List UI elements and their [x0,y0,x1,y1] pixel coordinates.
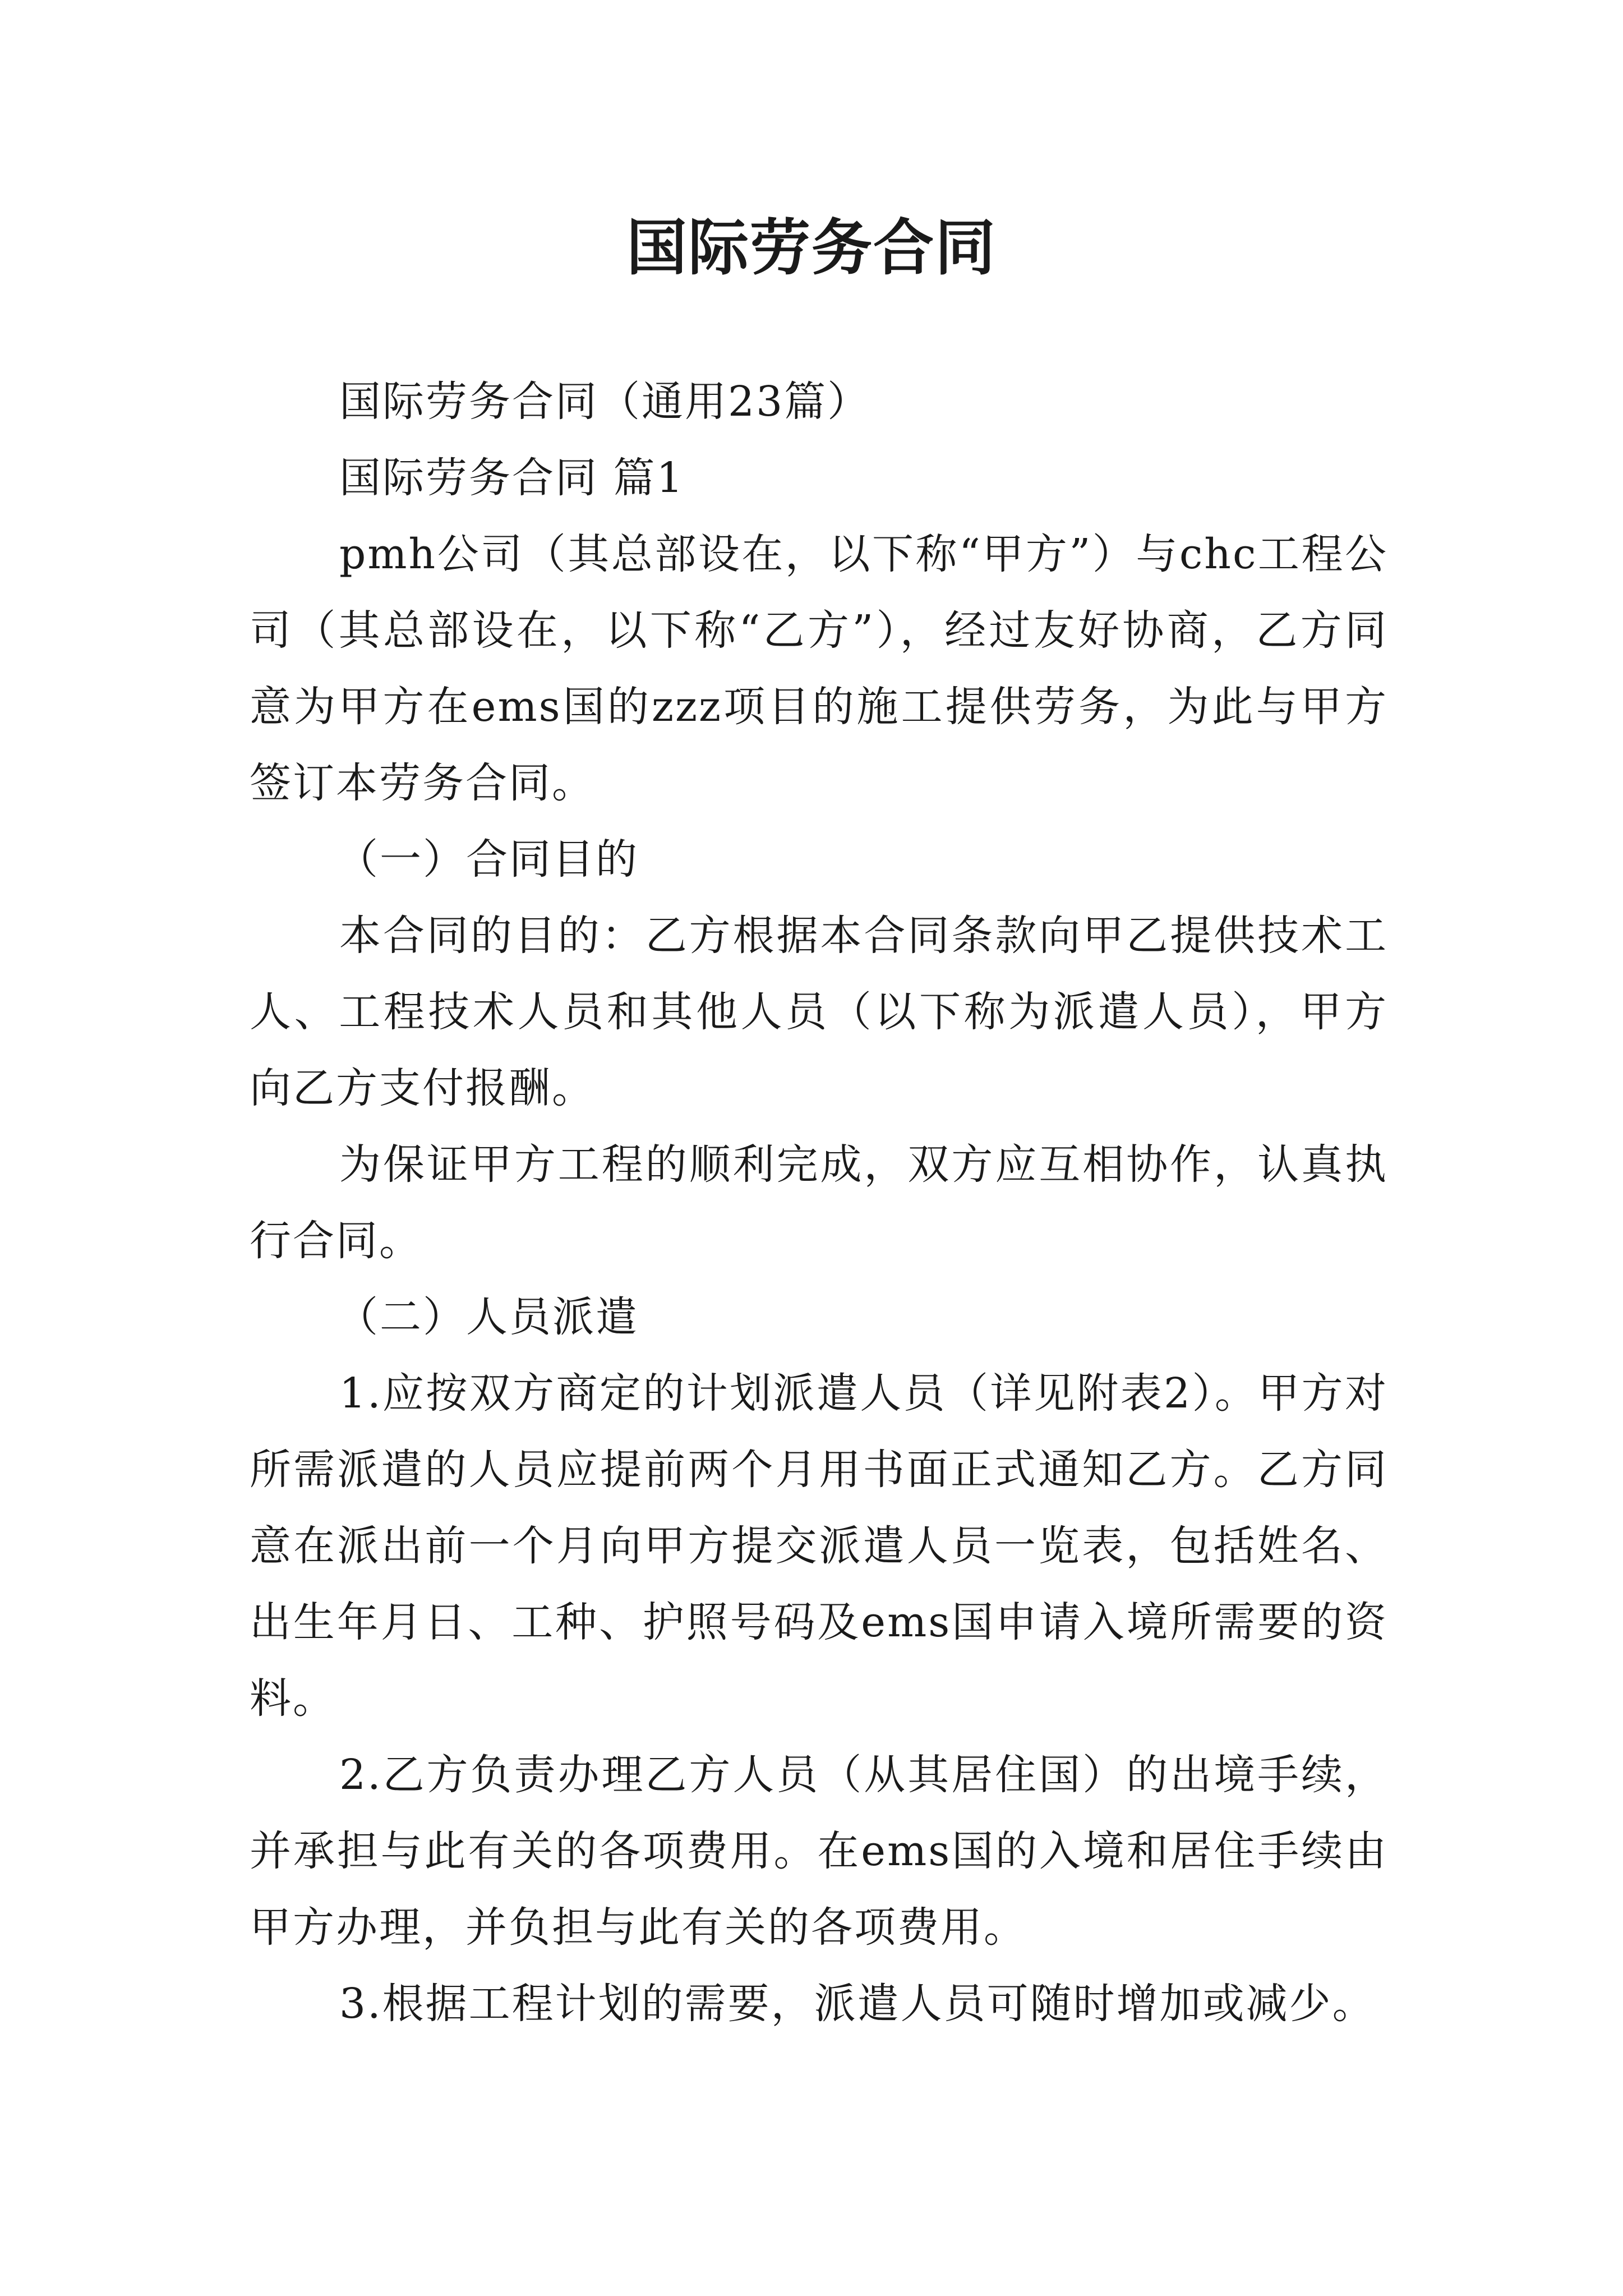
paragraph: 2.乙方负责办理乙方人员（从其居住国）的出境手续，并承担与此有关的各项费用。在ems国的入境和居住手续由甲方办理，并负担与此有关的各项费用。 [250,1751,1388,1952]
section-heading: （一）合同目的 [336,835,639,884]
paragraph-heading: 国际劳务合同（通用23篇） [339,378,871,426]
paragraph: 为保证甲方工程的顺利完成，双方应互相协作，认真执行合同。 [250,1140,1388,1265]
paragraph: 1.应按双方商定的计划派遣人员（详见附表2）。甲方对所需派遣的人员应提前两个月用书面正式通知乙方。乙方同意在派出前一个月向甲方提交派遣人员一览表，包括姓名、出生年月日、工种、护照号码及ems国申请入境所需要的资料。 [250,1369,1388,1723]
paragraph: 3.根据工程计划的需要，派遣人员可随时增加或减少。 [339,1980,1376,2028]
paragraph-article-title: 国际劳务合同 篇1 [339,454,685,502]
document-body [250,364,1388,2042]
paragraph: pmh公司（其总部设在，以下称“甲方”）与chc工程公司（其总部设在，以下称“乙方”），经过友好协商，乙方同意为甲方在ems国的zzz项目的施工提供劳务，为此与甲方签订本劳务合同。 [250,530,1388,807]
section-heading: （二）人员派遣 [336,1293,639,1341]
paragraph: 本合同的目的：乙方根据本合同条款向甲乙提供技术工人、工程技术人员和其他人员（以下称为派遣人员），甲方向乙方支付报酬。 [250,912,1388,1112]
document-title: 国际劳务合同 [626,213,997,283]
